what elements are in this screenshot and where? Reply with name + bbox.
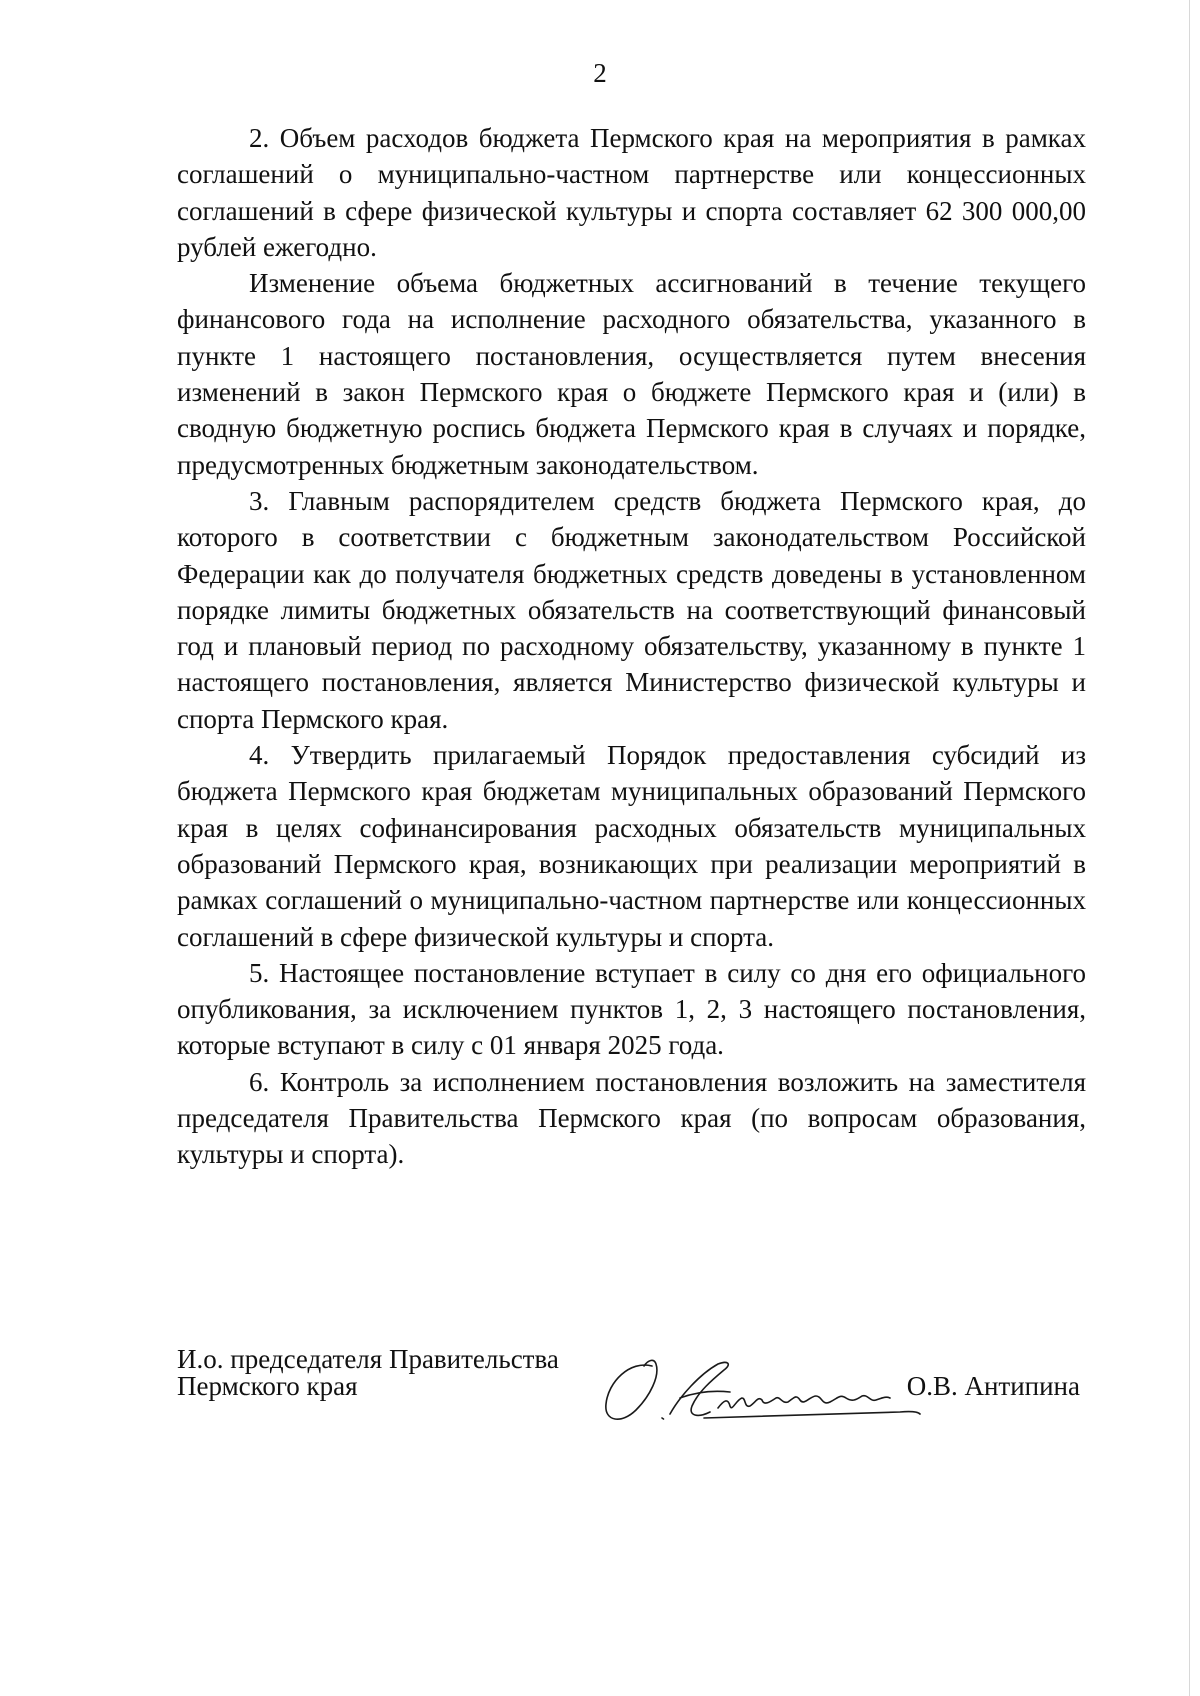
document-body — [177, 120, 1086, 1173]
signatory-title-line-2: Пермского края — [177, 1371, 358, 1401]
paragraph-item-5: 5. Настоящее постановление вступает в силу со дня его официального опубликования, за исключением пунктов 1, 2, 3 настоящего постановления, которые вступают в силу с 01 января 2025 года. — [177, 957, 1086, 1061]
paragraph-budget-change: Изменение объема бюджетных ассигнований в течение текущего финансового года на исполнение расходного обязательства, указанного в пункте 1 настоящего постановления, осуществляется путем внесения изменений в закон Пермского края о бюджете Пермского края и (или) в сводную бюджетную роспись бюджета Пермского края в случаях и порядке, предусмотренных бюджетным законодательством. — [177, 268, 1086, 480]
signatory-title — [177, 1346, 559, 1400]
signatory-name: О.В. Антипина — [906, 1371, 1080, 1401]
handwritten-signature — [600, 1352, 940, 1432]
paragraph-item-2: 2. Объем расходов бюджета Пермского края на мероприятия в рамках соглашений о муниципально-частном партнерстве или концессионных соглашений в сфере физической культуры и спорта составляет 62 300 000,00 рублей ежегодно. — [177, 123, 1086, 262]
paragraph-item-4: 4. Утвердить прилагаемый Порядок предоставления субсидий из бюджета Пермского края бюджетам муниципальных образований Пермского края в целях софинансирования расходных обязательств муниципальных образований Пермского края, возникающих при реализации мероприятий в рамках соглашений о муниципально-частном партнерстве или концессионных соглашений в сфере физической культуры и спорта. — [177, 740, 1086, 952]
paragraph-item-3: 3. Главным распорядителем средств бюджета Пермского края, до которого в соответствии с бюджетным законодательством Российской Федерации как до получателя бюджетных средств доведены в установленном порядке лимиты бюджетных обязательств на соответствующий финансовый год и плановый период по расходному обязательству, указанному в пункте 1 настоящего постановления, является Министерство физической культуры и спорта Пермского края. — [177, 485, 1086, 734]
page-number: 2 — [593, 58, 607, 88]
scan-edge-line — [1189, 0, 1190, 1696]
paragraph-item-6: 6. Контроль за исполнением постановления возложить на заместителя председателя Правительства Пермского края (по вопросам образования, культуры и спорта). — [177, 1066, 1086, 1170]
signatory-title-line-1: И.о. председателя Правительства — [177, 1344, 559, 1374]
